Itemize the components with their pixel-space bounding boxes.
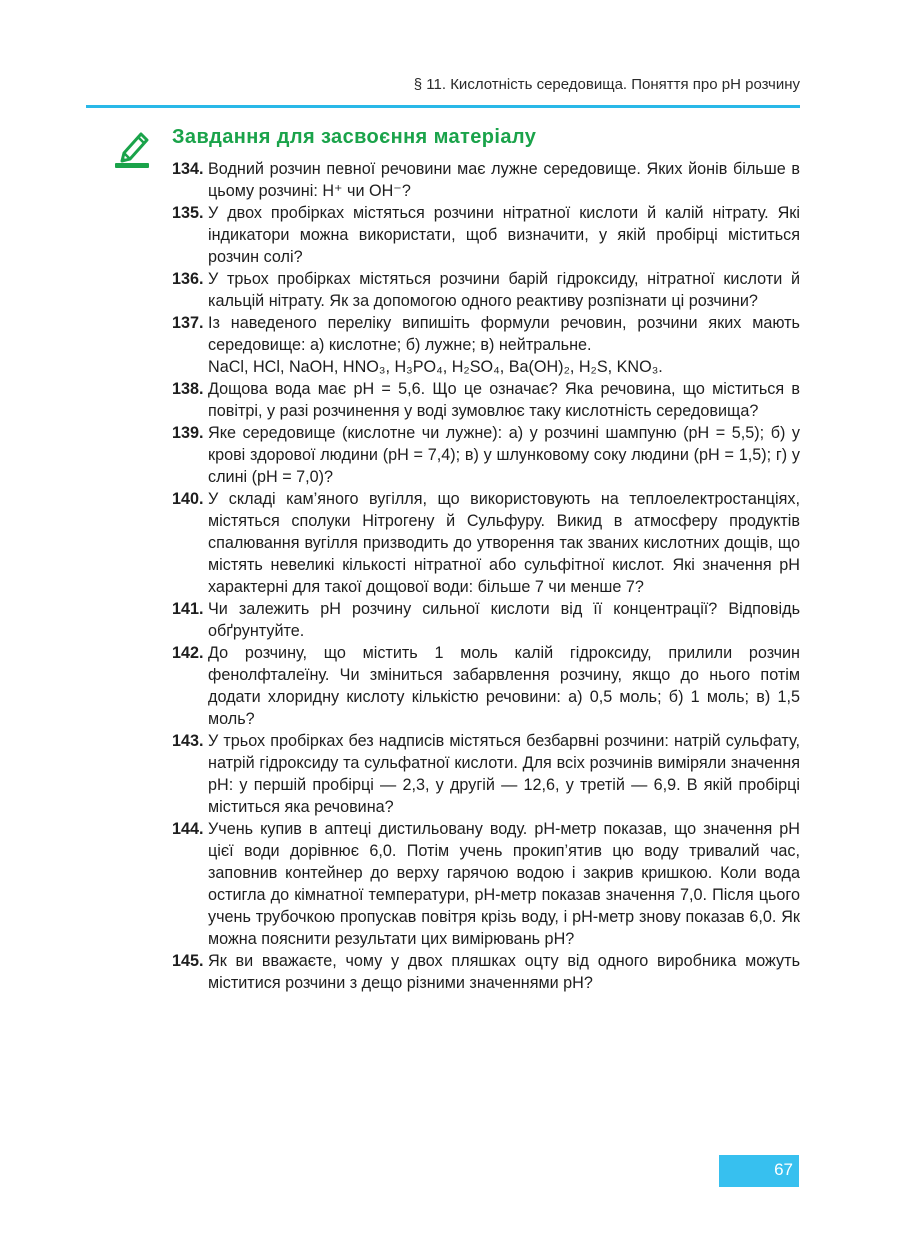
task-139 xyxy=(172,422,800,488)
task-text: Учень купив в аптеці дистильовану воду. pH-метр показав, що значення pH цієї води дорівнює 6,0. Потім учень прокип’ятив цю воду тривалий час, заповнив контейнер до верху гарячою водою і закрив кришкою. Коли вода остигла до кімнатної температури, pH-метр показав значення 7,0. Після цього учень трубочкою пропускав повітря крізь воду, і pH-метр знову показав 6,0. Як можна пояснити результати цих вимірювань pH? xyxy=(208,820,800,948)
task-number: 139. xyxy=(172,424,204,442)
task-140 xyxy=(172,488,800,598)
task-137 xyxy=(172,312,800,378)
task-134 xyxy=(172,158,800,202)
formula-list: NaCl, HCl, NaOH, HNO₃, H₃PO₄, H₂SO₄, Ba(OH)₂, H₂S, KNO₃. xyxy=(208,358,663,376)
task-text: У складі кам’яного вугілля, що використовують на теплоелектростанціях, містяться сполуки Нітрогену й Сульфуру. Викид в атмосферу продуктів спалювання вугілля призводить до утворення так званих кислотних дощів, що містять невеликі кількості нітратної або сульфітної кислот. Які значення pH характерні для такої дощової води: більше 7 чи менше 7? xyxy=(208,490,800,596)
task-text: Чи залежить pH розчину сильної кислоти від її концентрації? Відповідь обґрунтуйте. xyxy=(208,600,800,640)
task-number: 142. xyxy=(172,644,204,662)
task-text: У трьох пробірках без надписів містяться безбарвні розчини: натрій сульфату, натрій гідроксиду та сульфатної кислоти. Для всіх розчинів виміряли значення pH: у першій пробірці — 2,3, у другій — 12,6, у третій — 6,9. В якій пробірці міститься яка речовина? xyxy=(208,732,800,816)
task-text: Водний розчин певної речовини має лужне середовище. Яких йонів більше в цьому розчині: H⁺ чи OH⁻? xyxy=(208,160,800,200)
task-135 xyxy=(172,202,800,268)
task-number: 137. xyxy=(172,314,204,332)
task-number: 141. xyxy=(172,600,204,618)
task-text: У трьох пробірках містяться розчини барій гідроксиду, нітратної кислоти й кальцій нітрату. Як за допомогою одного реактиву розпізнати ці розчини? xyxy=(208,270,800,310)
pencil-icon xyxy=(114,130,150,170)
task-144 xyxy=(172,818,800,950)
task-141 xyxy=(172,598,800,642)
task-number: 140. xyxy=(172,490,204,508)
task-number: 134. xyxy=(172,160,204,178)
running-header: § 11. Кислотність середовища. Поняття про pH розчину xyxy=(413,76,800,93)
task-text: У двох пробірках містяться розчини нітратної кислоти й калій нітрату. Які індикатори можна використати, щоб визначити, у якій пробірці міститься розчин солі? xyxy=(208,204,800,266)
task-143 xyxy=(172,730,800,818)
task-text: Дощова вода має pH = 5,6. Що це означає? Яка речовина, що міститься в повітрі, у разі розчинення у воді зумовлює таку кислотність середовища? xyxy=(208,380,800,420)
task-body xyxy=(208,312,800,378)
task-text: До розчину, що містить 1 моль калій гідроксиду, прилили розчин фенолфталеїну. Чи зміниться забарвлення розчину, якщо до нього потім додати хлоридну кислоту кількістю речовини: а) 0,5 моль; б) 1 моль; в) 1,5 моль? xyxy=(208,644,800,728)
task-142 xyxy=(172,642,800,730)
section-title: Завдання для засвоєння матеріалу xyxy=(172,126,537,148)
task-list xyxy=(172,158,800,994)
task-number: 138. xyxy=(172,380,204,398)
task-number: 145. xyxy=(172,952,204,970)
task-number: 144. xyxy=(172,820,204,838)
task-text: Із наведеного переліку випишіть формули речовин, розчини яких мають середовище: а) кислотне; б) лужне; в) нейтральне. xyxy=(208,314,800,354)
page-number: 67 xyxy=(774,1160,793,1179)
task-136 xyxy=(172,268,800,312)
task-number: 143. xyxy=(172,732,204,750)
task-text: Як ви вважаєте, чому у двох пляшках оцту від одного виробника можуть міститися розчини з дещо різними значеннями pH? xyxy=(208,952,800,992)
task-138 xyxy=(172,378,800,422)
page-number-box xyxy=(719,1155,799,1187)
task-145 xyxy=(172,950,800,994)
task-number: 136. xyxy=(172,270,204,288)
header-rule xyxy=(86,105,800,108)
task-number: 135. xyxy=(172,204,204,222)
task-text: Яке середовище (кислотне чи лужне): а) у розчині шампуню (pH = 5,5); б) у крові здорової людини (pH = 7,4); в) у шлунковому соку людини (pH = 1,5); г) у слині (pH = 7,0)? xyxy=(208,424,800,486)
